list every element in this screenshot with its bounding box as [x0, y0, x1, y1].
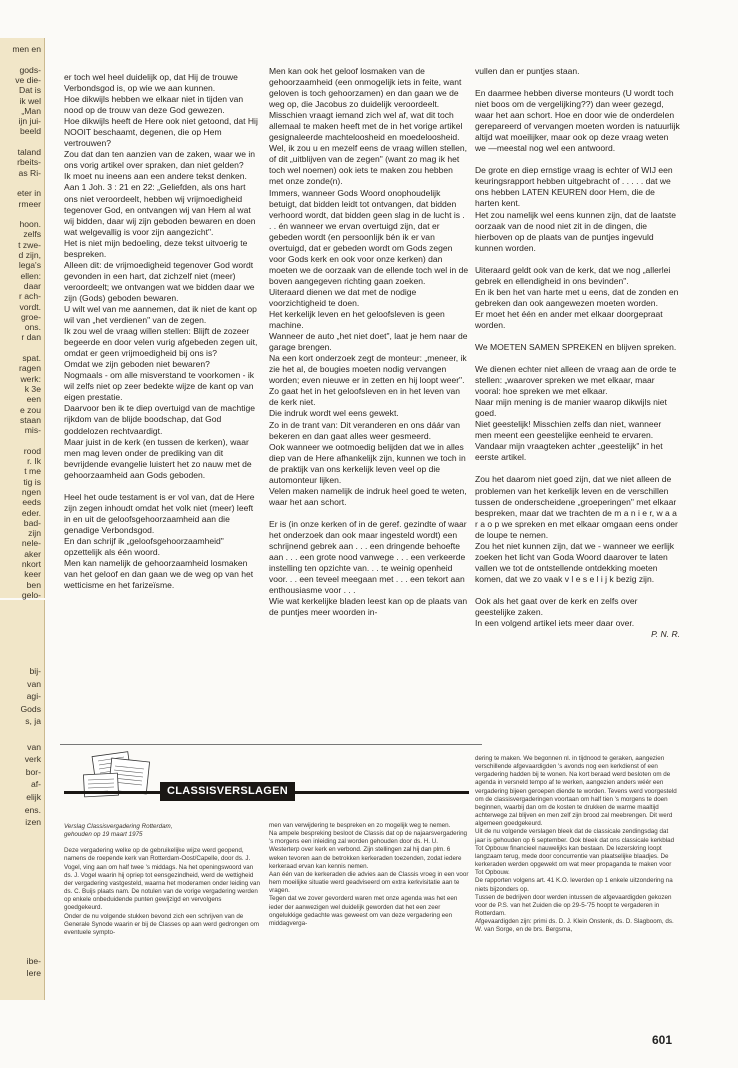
report-column-3 [475, 755, 680, 934]
article-paragraph: Nogmaals - om alle misverstand te voorkomen - ik wil zelfs niet op zeer bedekte wijze de kant op van eigen prestatie. [64, 370, 254, 403]
report-paragraph: men van verwijdering te bespreken en zo mogelijk weg te nemen. [269, 822, 451, 829]
previous-page-fragment: s, ja [25, 716, 41, 727]
article-paragraph: Zou het daarom niet goed zijn, dat we niet alleen de problemen van het kerkelijk leven en de verschillen tussen de onderscheidene „groeperingen" met elkaar bespreken, maar dat we trachten de m a n i e r, w a a r a o p we spreken en met elkaar omgaan eens onder de loupe te nemen. [475, 474, 678, 540]
previous-page-fragment: bad- [23, 517, 41, 528]
article-paragraph: In een volgend artikel iets meer daar over. [475, 618, 635, 629]
article-paragraph: Alleen dit: de vrijmoedigheid tegenover God wordt gevonden in een hart, dat zichzelf niet (meer) veroordeelt; we ontvangen wat we bidden daar we zijn (Gods) geboden bewaren. [64, 259, 255, 303]
previous-page-fragment: van [27, 678, 41, 689]
previous-page-fragment: een [26, 394, 41, 405]
article-paragraph: Na een kort onderzoek zegt de monteur: „meneer, ik zie het al, de bougies moeten nodig vervangen worden; even nieuwe er in zetten en hij loopt weer". [269, 353, 467, 386]
previous-page-fragment: elijk [26, 792, 41, 802]
previous-page-fragment: r. Ik [27, 456, 41, 466]
report-paragraph: Na ampele bespreking besloot de Classis dat op de najaarsvergadering 's morgens een inleiding zal worden gehouden door ds. H. U. Westerterp over kerk en verbond. Zijn stellingen zal hij dan plm. 6 weken tevoren aan de betrokken kerkeraden toezenden, zodat iedere kerkeraad ervan kan kennis nemen. [269, 830, 468, 870]
article-paragraph: Hoe dikwijls hebben we elkaar niet in tijden van nood op de trouw van deze God gewezen. [64, 94, 244, 116]
article-paragraph: er toch wel heel duidelijk op, dat Hij de trouwe Verbondsgod is, op wie we aan kunnen. [64, 72, 238, 94]
article-paragraph: Wanneer de auto „het niet doet", laat je hem naar de garage brengen. [269, 331, 468, 353]
report-column-1 [64, 823, 260, 937]
previous-page-edge [0, 38, 45, 598]
article-paragraph: Er moet het één en ander met elkaar doorgepraat worden. [475, 308, 663, 330]
previous-page-fragment: Dat is [19, 85, 41, 96]
article-paragraph: Men kan ook het geloof losmaken van de gehoorzaamheid (een onmogelijk iets in feite, want geloven is toch gehoorzamen) en dan gaan we de weg op, die Jacobus zo duidelijk veroordeelt. [269, 66, 462, 110]
previous-page-fragment: hoon. [19, 219, 41, 230]
previous-page-fragment: spat. [22, 353, 41, 363]
previous-page-fragment: eeds [22, 497, 41, 508]
previous-page-fragment: ve die- [15, 74, 41, 85]
article-paragraph: Uiteraard geldt ook van de kerk, dat we nog „allerlei gebrek en ellendigheid in ons bevinden". [475, 264, 671, 286]
article-paragraph: De grote en diep ernstige vraag is echter of WIJ een keuringsrapport hebben uitgebracht of . . . . . dat we ons hebben LATEN KEUREN door Hem, die de harten kent. [475, 165, 673, 209]
previous-page-fragment: ngen [21, 486, 41, 497]
previous-page-fragment: eder. [21, 507, 41, 518]
report-paragraph: De rapporten volgens art. 41 K.O. leverden op 1 enkele uitzondering na niets bijzonders op. [475, 877, 673, 893]
report-subtitle: gehouden op 19 maart 1975 [64, 831, 143, 839]
previous-page-fragment: izen [25, 817, 41, 828]
previous-page-fragment: lega's [18, 260, 41, 271]
previous-page-fragment: vordt. [19, 301, 41, 312]
article-paragraph: Ook wanneer we ootmoedig belijden dat we in alles diep van de Here afhankelijk zijn, kunnen we toch in de praktijk van ons kerkelijk leven veel op die automonteur lijken. [269, 441, 466, 485]
page-number: 601 [652, 1033, 673, 1047]
report-paragraph: Deze vergadering welke op de gebruikelijke wijze werd geopend, namens de roepende kerk van Rotterdam-Oost/Capelle, door ds. J. Vogel, ving aan om half twee 's middags. Na het openingswoord van ds. J. Vogel waarin hij opriep tot eensgezindheid, werd de wettigheid der vergadering vastgesteld, waarna het moderamen onder leiding van ds. C. Buijs plaats nam. De notulen van de vorige vergadering werden op enkele onbeduidende punten gewijzigd en vervolgens goedgekeurd. [64, 847, 260, 912]
article-paragraph: Het zou namelijk wel eens kunnen zijn, dat de laatste oorzaak van de nood niet zit in de dingen, die hierboven op de plaats van de puntjes ingevuld kunnen worden. [475, 209, 676, 253]
previous-page-fragment: keer [24, 569, 41, 580]
previous-page-fragment: verk [24, 754, 41, 765]
previous-page-fragment: bor- [25, 766, 41, 777]
report-paragraph: Tegen dat we zover gevorderd waren met onze agenda was het een ieder der aanwezigen wel duidelijk geworden dat het een zeer ongelukkige gedachte was geweest om van deze vergadering een middagverga- [269, 895, 458, 927]
article-paragraph: Die indruk wordt wel eens gewekt. [269, 408, 399, 419]
report-paragraph: Aan één van de kerkeraden die advies aan de Classis vroeg in een voor hem moeilijke situatie werd geadviseerd om extra kerkvisitatie aan te vragen. [269, 870, 469, 895]
report-title: Verslag Classisvergadering Rotterdam, [64, 823, 173, 830]
previous-page-fragment: agi- [26, 691, 41, 702]
article-paragraph: En ik ben het van harte met u eens, dat de zonden en gebreken dan ook aangewezen moeten worden. [475, 286, 679, 308]
article-paragraph: Niet geestelijk! Misschien zelfs dan niet, wanneer men meent een geestelijke eenheid te ervaren. Vandaar mijn vraagteken achter „geestelijk" in het eerste artikel. [475, 419, 663, 463]
previous-page-fragment: „Man [21, 105, 41, 116]
previous-page-fragment: ons. [24, 322, 41, 333]
article-paragraph: U wilt wel van me aannemen, dat ik niet de kant op wil van „het verdienen" van de zegen. [64, 303, 257, 326]
previous-page-fragment: lere [26, 968, 41, 979]
article-paragraph: Zo gaat het in het geloofsleven en in het leven van de kerk niet. [269, 386, 461, 408]
article-paragraph: Misschien vraagt iemand zich wel af, wat dit toch allemaal te maken heeft met de in het vorige artikel gesignaleerde machteloosheid en moedeloosheid. Wel, ik zou u en mezelf eens de vraag willen stellen, of dit „uitblijven van de zegen" (want zo mag ik het toch wel noemen) ook iets te maken zou hebben met onze zonde(n). [269, 110, 467, 187]
article-paragraph: Er is (in onze kerken of in de geref. gezindte of waar het onderzoek dan ook maar ingesteld wordt) een schrijnend gebrek aan . . . een dringende behoefte aan . . . een grote nood vanwege . . . een verkeerde instelling ten opzichte van. . . te weinig openheid voor. . . een teveel meegaan met . . . een tekort aan enthousiasme voor . . . [269, 518, 467, 596]
article-paragraph: Maar juist in de kerk (en tussen de kerken), waar men mag leven onder de prediking van dit bevrijdende evangelie luistert het zo nauw met de gehoorzaamheid aan Gods geboden. [64, 436, 252, 480]
report-paragraph: dering te maken. We begonnen nl. in tijdnood te geraken, aangezien verschillende afgevaardigden 's avonds nog een kerkdienst of een vergadering hadden bij te wonen. Na kort beraad werd besloten om de agenda in versneld tempo af te werken, aangezien anders wéér een vergadering bijeen geroepen diende te worden. Tevens werd voorgesteld om de classisvergaderingen voortaan om half tien 's morgens te doen beginnen, waarbij dan om de kosten te drukken de warme maaltijd achterwege zal blijven en men zelf zijn brood zal meebrengen. Dit werd algemeen goedgekeurd. [475, 755, 677, 828]
article-signature: P. N. R. [651, 629, 680, 640]
report-column-2 [269, 822, 469, 928]
previous-page-fragment: Gods [20, 703, 41, 714]
previous-page-fragment: r ach- [19, 291, 41, 302]
previous-page-fragment: ben [26, 579, 41, 590]
previous-page-fragment: eter in [17, 188, 41, 199]
previous-page-fragment: staan [19, 414, 41, 425]
article-paragraph: Het kerkelijk leven en het geloofsleven is geen machine. [269, 309, 445, 331]
previous-page-fragment: groe- [20, 311, 41, 322]
previous-page-fragment: rood [23, 445, 41, 456]
article-paragraph: Daarvoor ben ik te diep overtuigd van de machtige rijkdom van de blijde boodschap, dat God goddelozen rechtvaardigt. [64, 403, 255, 436]
previous-page-fragment: af- [30, 779, 41, 790]
previous-page-fragment: tig is [23, 476, 41, 487]
previous-page-fragment: e zou [19, 404, 41, 415]
article-paragraph: Heel het oude testament is er vol van, dat de Here zijn zegen inhoudt omdat het volk niet (meer) leeft in en uit de geloofsgehoorzaamheid aan die genadige Verbondsgod. [64, 491, 255, 535]
previous-page-fragment: men en [12, 44, 41, 54]
report-column-1-body [64, 847, 260, 937]
article-paragraph: Wie wat kerkelijke bladen leest kan op de plaats van de puntjes meer woorden in- [269, 596, 468, 618]
previous-page-fragment: r dan [21, 332, 41, 343]
previous-page-fragment: t me [24, 466, 41, 477]
article-column-1 [64, 72, 261, 602]
previous-page-fragment: zelfs [23, 229, 41, 240]
previous-page-fragment: van [27, 741, 41, 752]
previous-page-fragment: bij- [29, 666, 41, 676]
article-paragraph: Uiteraard dienen we dat met de nodige voorzichtigheid te doen. [269, 286, 417, 308]
article-paragraph: Omdat we zijn geboden niet bewaren? [64, 359, 210, 370]
article-paragraph: Ik zou wel de vraag willen stellen: Blijft de zozeer begeerde en door velen vurig afgebeden zegen uit, omdat er geen vrijmoedigheid bij ons is? [64, 326, 258, 359]
previous-page-fragment: taland [17, 147, 41, 157]
article-paragraph: Zou dat dan ten aanzien van de zaken, waar we in ons vorig artikel over spraken, dan niet gelden? [64, 149, 256, 171]
previous-page-fragment: k 3e [24, 383, 41, 394]
previous-page-fragment: ragen [19, 363, 41, 374]
previous-page-fragment: t zwe- [18, 239, 41, 250]
article-paragraph: Zo in de trant van: Dit veranderen en ons dáár van bekeren en dan gaat alles weer gesmeerd. [269, 419, 460, 441]
report-paragraph: Uit de nu volgende verslagen bleek dat de classicale zendingsdag dat jaar is gehouden op 6 september. Ook bleek dat ons classicale kerkblad Tot Opbouw financieel nauwelijks kan bestaan. De lezerskring loopt langzaam terug, mede door concurrentie van plaatselijke blaadjes. De kerkeraden werden opgewekt om wat meer propaganda te maken voor Tot Opbouw. [475, 828, 675, 877]
previous-page-fragment: nele- [21, 538, 41, 549]
article-paragraph: We MOETEN SAMEN SPREKEN en blijven spreken. [475, 341, 677, 352]
previous-page-fragment: ellen: [20, 270, 41, 281]
article-paragraph: Aan 1 Joh. 3 : 21 en 22: „Geliefden, als ons hart ons niet veroordeelt, hebben wij vrijmoedigheid tegenover God, en ontvangen wij van Hem al wat wij bidden, daar wij zijn geboden bewaren en doen wat welgevallig is voor zijn aangezicht". [64, 182, 256, 237]
previous-page-fragment: rbeits- [17, 157, 41, 168]
article-paragraph: Het is niet mijn bedoeling, deze tekst uitvoerig te bespreken. [64, 237, 248, 259]
article-column-3 [475, 66, 680, 640]
previous-page-fragment: daar [23, 280, 41, 291]
previous-page-fragment: ibe- [26, 955, 41, 966]
previous-page-fragment: d zijn, [18, 250, 41, 260]
article-paragraph: vullen dan er puntjes staan. [475, 66, 580, 76]
previous-page-fragment: as Ri- [18, 167, 41, 178]
article-paragraph: Velen maken namelijk de indruk heel goed te weten, waar het aan schort. [269, 485, 467, 507]
previous-page-fragment: werk: [20, 373, 41, 384]
article-paragraph: Ook als het gaat over de kerk en zelfs over geestelijke zaken. [475, 595, 638, 617]
report-paragraph: Tussen de bedrijven door werden intussen de afgevaardigden gekozen voor de P.S. van het Zuiden die op 29-5-'75 hoopt te vergaderen in Rotterdam. [475, 893, 672, 917]
previous-page-fragment: aker [24, 548, 41, 559]
section-title: CLASSISVERSLAGEN [160, 782, 295, 801]
previous-page-fragment: nkort [21, 559, 41, 569]
report-paragraph: Onder de nu volgende stukken bevond zich een schrijven van de Generale Synode waarin er bij de Classes op aan werd gedrongen om eventuele sympto- [64, 912, 259, 936]
previous-page-fragment: zijn [28, 528, 41, 539]
previous-page-edge-lower [0, 600, 45, 1000]
previous-page-fragment: ens. [24, 804, 41, 815]
previous-page-fragment: gods- [19, 64, 41, 75]
article-column-2 [269, 66, 469, 618]
report-paragraph: Afgevaardigden zijn: primi ds. D. J. Klein Onstenk, ds. D. Slagboom, ds. W. van Sorge, en de brs. Bergsma, [475, 918, 674, 934]
previous-page-fragment: ijn jui- [18, 116, 41, 127]
article-paragraph: Men kan namelijk de gehoorzaamheid losmaken van het geloof en dan gaan we de weg op van het wetticisme en het farizeïsme. [64, 558, 254, 591]
previous-page-fragment: mis- [24, 425, 41, 436]
article-paragraph: En dan schrijf ik „geloofsgehoorzaamheid" opzettelijk als één woord. [64, 535, 224, 557]
article-paragraph: En daarmee hebben diverse monteurs (U wordt toch niet boos om de vergelijking??) dan weer gezegd, waar het aan schort. Hoe en door wie de onderdelen gerepareerd of vervangen moeten worden is natuurlijk altijd wat moeilijker, maar ook op deze vraag weten we —meestal nog wel een antwoord. [475, 88, 680, 154]
article-paragraph: Zou het niet kunnen zijn, dat we - wanneer we eerlijk zoeken het licht van Goda Woord daarover te laten vallen we tot de ontstellende ontdekking moeten komen, dat we zo vaak v l e s e l i j k bezig zijn. [475, 540, 675, 584]
previous-page-fragment: beeld [19, 126, 41, 137]
article-paragraph: We dienen echter niet alleen de vraag aan de orde te stellen: „waarover spreken we met elkaar, maar vooral: hoe spreken we met elkaar. [475, 364, 677, 397]
previous-page-fragment: rmeer [18, 198, 41, 209]
previous-page-fragment: gelo- [21, 589, 41, 600]
article-paragraph: Naar mijn mening is de manier waarop dikwijls niet goed. [475, 397, 667, 419]
article-paragraph: Ik moet nu ineens aan een andere tekst denken. [64, 171, 247, 182]
article-paragraph: Hoe dikwijls heeft de Here ook niet getoond, dat Hij NOOIT beschaamt, degenen, die op Hem vertrouwen? [64, 116, 258, 149]
article-paragraph: Immers, wanneer Gods Woord onophoudelijk betuigt, dat bidden leidt tot ontvangen, dat bidden verhoord wordt, dat bidden geen slag in de lucht is . . . én wanneer we ervan overtuigd zijn, dat er gebeden wordt (en persoonlijk bén ik er van overtuigd, dat er gebeden wordt om Gods zegen voor Gods kerk en ook voor onze kerken) dan moeten we de oorzaak van de ellende toch wel in de boven aangegeven richting gaan zoeken. [269, 187, 469, 286]
previous-page-fragment: ik wel [19, 95, 41, 106]
